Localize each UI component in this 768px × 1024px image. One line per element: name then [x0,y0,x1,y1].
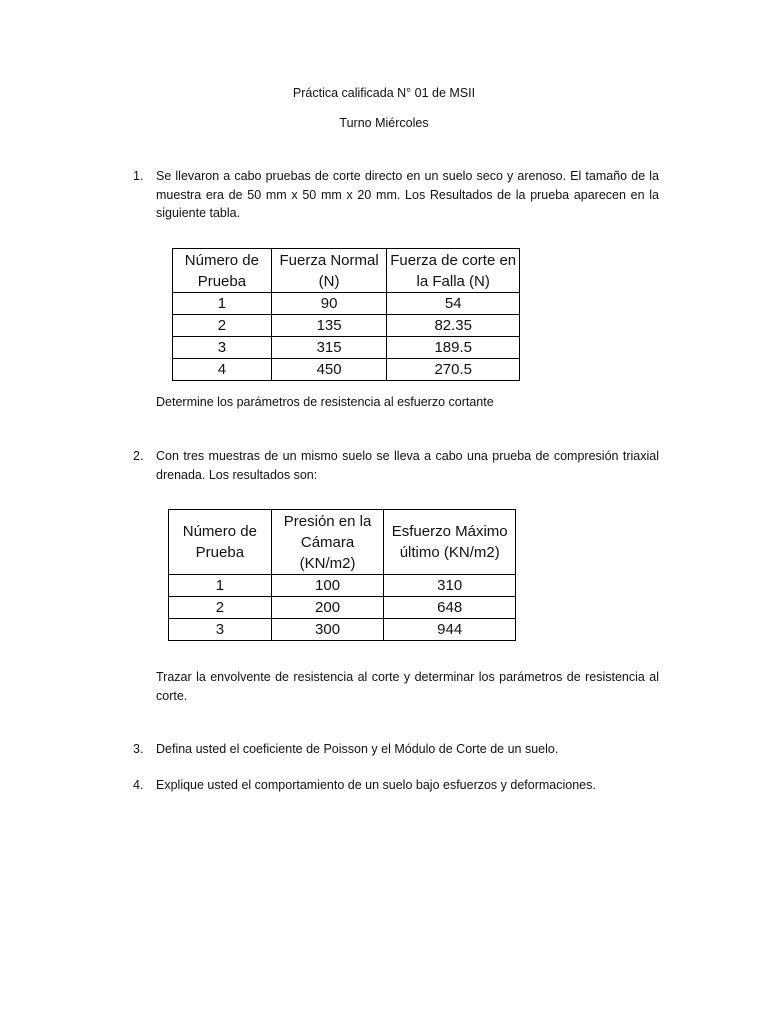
question-number: 3. [133,742,144,756]
table-cell: 315 [271,337,387,359]
table-row [173,315,520,337]
question-text: Con tres muestras de un mismo suelo se lleva a cabo una prueba de compresión triaxial drenada. Los resultados son: [156,449,659,482]
table-cell: 90 [271,293,387,315]
table-cell: 3 [173,337,272,359]
table-cell: 270.5 [387,359,520,381]
table-cell: 2 [169,597,272,619]
table-cell: 2 [173,315,272,337]
table-row [169,597,516,619]
table-cell: 189.5 [387,337,520,359]
document-subtitle: Turno Miércoles [339,116,429,130]
table-cell: 100 [271,575,384,597]
table-row [169,575,516,597]
document-title: Práctica calificada N° 01 de MSII [292,86,476,100]
table-cell: 3 [169,619,272,641]
table-cell: 648 [384,597,516,619]
question-2-instruction: Trazar la envolvente de resistencia al corte y determinar los parámetros de resistencia al corte. [156,670,659,703]
direct-shear-table [172,248,520,381]
table-row [173,337,520,359]
table-header-cell: Esfuerzo Máximo último (KN/m2) [384,510,516,575]
question-text: Se llevaron a cabo pruebas de corte directo en un suelo seco y arenoso. El tamaño de la muestra era de 50 mm x 50 mm x 20 mm. Los Resultados de la prueba aparecen en la siguiente tabla. [156,169,659,220]
question-number: 4. [133,778,144,792]
table-cell: 1 [173,293,272,315]
table-header-cell: Presión en la Cámara (KN/m2) [271,510,384,575]
table-header-row [173,249,520,293]
table-row [173,359,520,381]
table-cell: 1 [169,575,272,597]
table-header-cell: Fuerza de corte en la Falla (N) [387,249,520,293]
table-cell: 944 [384,619,516,641]
table-cell: 300 [271,619,384,641]
table-header-row [169,510,516,575]
table-cell: 4 [173,359,272,381]
table-cell: 82.35 [387,315,520,337]
table-cell: 200 [271,597,384,619]
table-header-cell: Número de Prueba [169,510,272,575]
table-row [169,619,516,641]
question-text: Explique usted el comportamiento de un suelo bajo esfuerzos y deformaciones. [156,778,596,792]
question-1-instruction: Determine los parámetros de resistencia al esfuerzo cortante [156,395,494,409]
question-number: 1. [133,169,144,183]
question-text: Defina usted el coeficiente de Poisson y el Módulo de Corte de un suelo. [156,742,559,756]
table-cell: 135 [271,315,387,337]
triaxial-test-table [168,509,516,641]
table-cell: 450 [271,359,387,381]
table-row [173,293,520,315]
table-cell: 54 [387,293,520,315]
table-header-cell: Fuerza Normal (N) [271,249,387,293]
question-number: 2. [133,449,144,463]
table-cell: 310 [384,575,516,597]
table-header-cell: Número de Prueba [173,249,272,293]
